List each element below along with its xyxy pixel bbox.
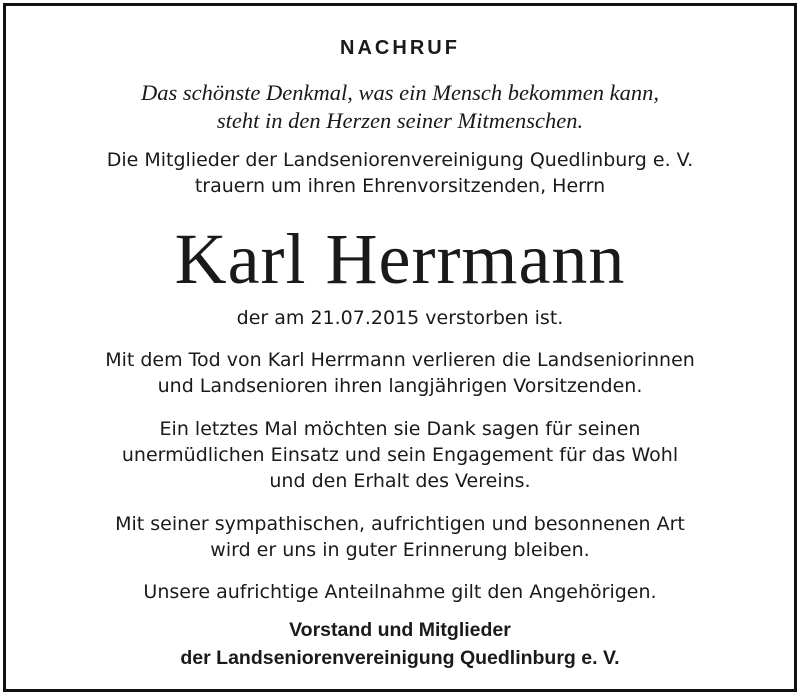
obituary-heading: NACHRUF [340,37,460,59]
paragraph-thanks [6,416,794,494]
memorial-quote [6,79,794,135]
obituary-frame [3,3,797,692]
members-intro-line-1: Die Mitglieder der Landseniorenvereinigung Quedlinburg e. V. [106,149,694,171]
paragraph-sympathy: Unsere aufrichtige Anteilnahme gilt den Angehörigen. [143,581,657,603]
members-intro [6,147,794,199]
paragraph-loss-line-1: Mit dem Tod von Karl Herrmann verlieren die Landseniorinnen [105,349,695,371]
paragraph-memory-line-1: Mit seiner sympathischen, aufrichtigen und besonnenen Art [115,513,685,535]
quote-line-1: Das schönste Denkmal, was ein Mensch bekommen kann, [140,80,659,105]
members-intro-line-2: trauern um ihren Ehrenvorsitzenden, Herrn [194,175,606,197]
paragraph-thanks-line-3: und den Erhalt des Vereins. [269,470,531,492]
paragraph-loss-line-2: und Landsenioren ihren langjährigen Vorsitzenden. [157,375,643,397]
signature-line-2: der Landseniorenvereinigung Quedlinburg e. V. [180,647,620,669]
quote-line-2: steht in den Herzen seiner Mitmenschen. [216,108,584,133]
paragraph-memory-line-2: wird er uns in guter Erinnerung bleiben. [210,539,590,561]
paragraph-thanks-line-1: Ein letztes Mal möchten sie Dank sagen für seinen [159,418,641,440]
date-of-death-line: der am 21.07.2015 verstorben ist. [236,307,564,329]
signature-block [6,616,794,672]
deceased-name: Karl Herrmann [174,219,626,299]
paragraph-memory [6,511,794,563]
paragraph-loss [6,347,794,399]
paragraph-thanks-line-2: unermüdlichen Einsatz und sein Engagement für das Wohl [121,444,679,466]
signature-line-1: Vorstand und Mitglieder [289,619,511,641]
